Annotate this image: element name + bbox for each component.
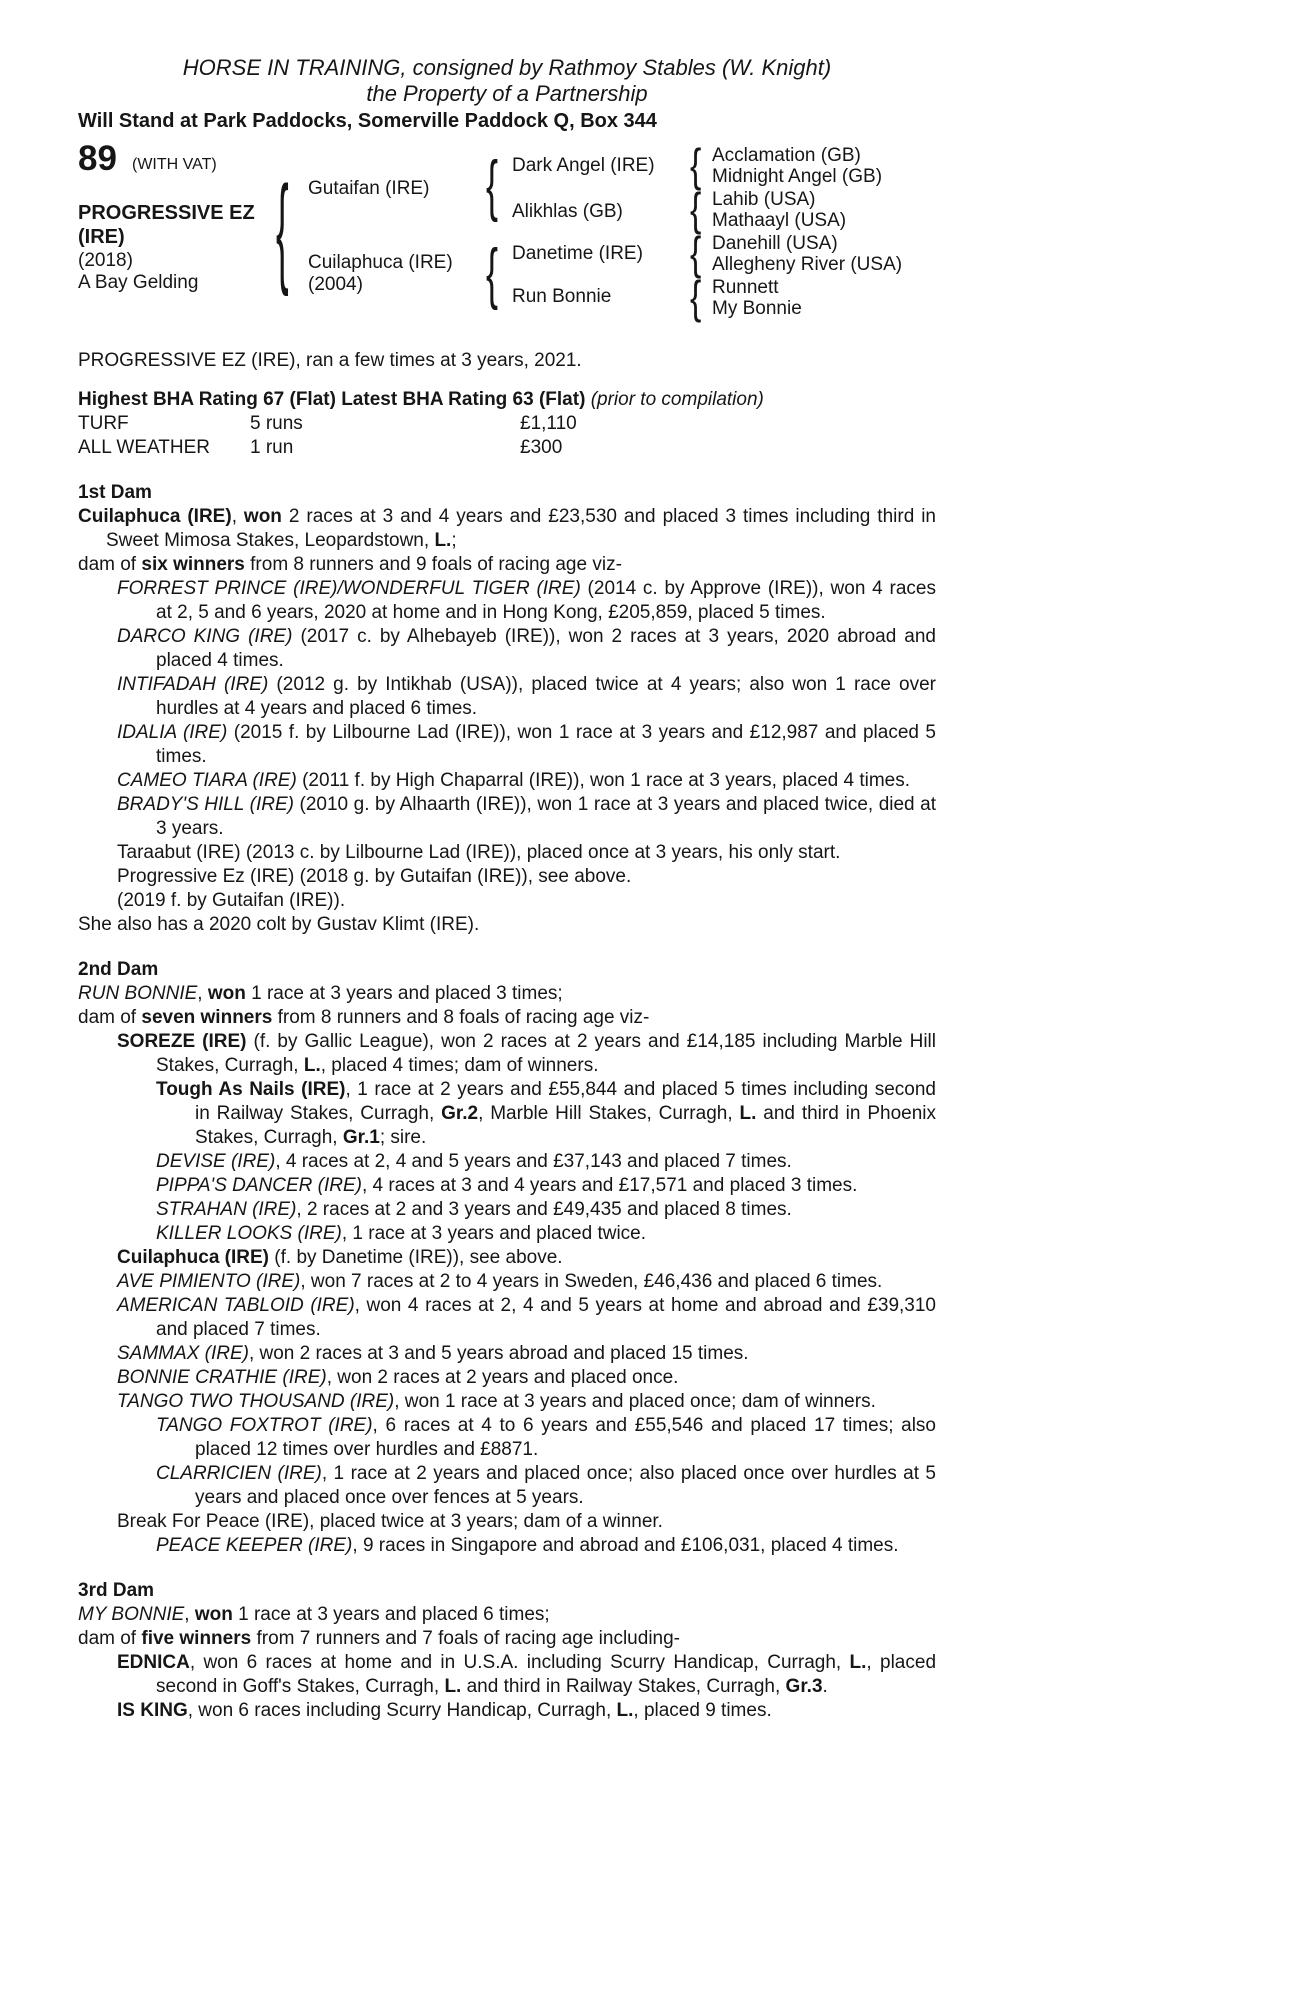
pedigree-brace-main: { [276,163,289,299]
race-record-row [78,436,936,460]
section-heading-1st-dam: 1st Dam [78,482,152,503]
horse-name: PROGRESSIVE EZ [78,202,255,224]
progeny-entry: STRAHAN (IRE), 2 races at 2 and 3 years and £49,435 and placed 8 times. [156,1199,792,1220]
section-heading-2nd-dam: 2nd Dam [78,959,159,980]
race-record-cell: 5 runs [250,413,303,434]
progeny-entry: Tough As Nails (IRE), 1 race at 2 years and £55,844 and placed 5 times including second in Railway Stakes, Curragh, Gr.2, Marble Hill Stakes, Curragh, L. and third in Phoenix Stakes, Curragh, Gr.1; sire. [156,1079,937,1148]
great-grandsire-name: Runnett [712,277,779,298]
progeny-entry: DEVISE (IRE), 4 races at 2, 4 and 5 years and £37,143 and placed 7 times. [156,1151,792,1172]
progeny-entry: SAMMAX (IRE), won 2 races at 3 and 5 years abroad and placed 15 times. [117,1343,749,1364]
second-dam-produce-line: dam of seven winners from 8 runners and 8 foals of racing age viz- [78,1007,650,1028]
pedigree-brace-ggp-4: { [690,272,702,324]
section-heading-3rd-dam: 3rd Dam [78,1580,155,1601]
vat-note: (WITH VAT) [132,156,217,173]
progeny-entry: AMERICAN TABLOID (IRE), won 4 races at 2, 4 and 5 years at home and abroad and £39,310 and placed 7 times. [117,1295,937,1340]
progeny-entry: Cuilaphuca (IRE) (f. by Danetime (IRE)), see above. [117,1247,563,1268]
progeny-entry: FORREST PRINCE (IRE)/WONDERFUL TIGER (IRE) (2014 c. by Approve (IRE)), won 4 races at 2, 5 and 6 years, 2020 at home and in Hong Kong, £205,859, placed 5 times. [117,578,936,623]
first-dam-entry: Cuilaphuca (IRE), won 2 races at 3 and 4 years and £23,530 and placed 3 times including third in Sweet Mimosa Stakes, Leopardstown, L.; [78,506,936,551]
dam-name: Cuilaphuca (IRE) [308,252,453,273]
great-granddam-name: Allegheny River (USA) [712,254,903,275]
great-grandsire-name: Lahib (USA) [712,189,816,210]
bha-rating-line: Highest BHA Rating 67 (Flat) Latest BHA Rating 63 (Flat) (prior to compilation) [78,389,764,410]
stand-location-line: Will Stand at Park Paddocks, Somerville Paddock Q, Box 344 [78,110,657,132]
progeny-entry: KILLER LOOKS (IRE), 1 race at 3 years and placed twice. [156,1223,647,1244]
sire-sire-name: Dark Angel (IRE) [512,155,655,176]
pedigree-brace-ggp-2: { [690,184,702,236]
great-grandsire-name: Danehill (USA) [712,233,838,254]
progeny-entry: Break For Peace (IRE), placed twice at 3 years; dam of a winner. [117,1511,663,1532]
property-line: the Property of a Partnership [366,81,648,106]
progeny-entry: AVE PIMIENTO (IRE), won 7 races at 2 to 4 years in Sweden, £46,436 and placed 6 times. [117,1271,883,1292]
race-record-cell: ALL WEATHER [78,437,210,458]
progeny-entry: (2019 f. by Gutaifan (IRE)). [117,890,346,911]
progeny-entry: CLARRICIEN (IRE), 1 race at 2 years and placed once; also placed once over hurdles at 5 years and placed once over fences at 5 years. [156,1463,936,1508]
race-record-table [78,412,936,460]
progeny-entry: TANGO FOXTROT (IRE), 6 races at 4 to 6 years and £55,546 and placed 17 times; also placed 12 times over hurdles and £8871. [156,1415,936,1460]
great-granddam-name: Midnight Angel (GB) [712,166,883,187]
dam-sire-name: Danetime (IRE) [512,243,643,264]
progeny-entry: IDALIA (IRE) (2015 f. by Lilbourne Lad (IRE)), won 1 race at 3 years and £12,987 and placed 5 times. [117,722,936,767]
lot-number: 89 [78,139,117,178]
pedigree-brace-sire: { [486,148,499,224]
pedigree-text-body [78,349,936,1723]
second-dam-entry: RUN BONNIE, won 1 race at 3 years and placed 3 times; [78,983,563,1004]
page-content [78,55,936,1723]
race-record-cell: TURF [78,413,129,434]
third-dam-produce-line: dam of five winners from 7 runners and 7 foals of racing age including- [78,1628,681,1649]
great-granddam-name: My Bonnie [712,298,802,319]
consignor-line: HORSE IN TRAINING, consigned by Rathmoy Stables (W. Knight) [182,55,832,80]
progeny-entry: CAMEO TIARA (IRE) (2011 f. by High Chaparral (IRE)), won 1 race at 3 years, placed 4 times. [117,770,911,791]
intro-line: PROGRESSIVE EZ (IRE), ran a few times at 3 years, 2021. [78,350,582,371]
pedigree-brace-ggp-3: { [690,228,702,280]
progeny-entry: SOREZE (IRE) (f. by Gallic League), won 2 races at 2 years and £14,185 including Marble Hill Stakes, Curragh, L., placed 4 times; dam of winners. [117,1031,936,1076]
horse-foaling-year: (2018) [78,250,133,271]
race-record-cell: 1 run [250,437,294,458]
dam-dam-name: Run Bonnie [512,286,612,307]
pedigree-brace-ggp-1: { [690,140,702,192]
race-record-row [78,412,936,436]
progeny-entry: Taraabut (IRE) (2013 c. by Lilbourne Lad (IRE)), placed once at 3 years, his only start. [117,842,841,863]
race-record-cell: £1,110 [520,413,577,434]
dam-note: She also has a 2020 colt by Gustav Klimt (IRE). [78,914,480,935]
progeny-entry: DARCO KING (IRE) (2017 c. by Alhebayeb (IRE)), won 2 races at 3 years, 2020 abroad and placed 4 times. [117,626,936,671]
progeny-entry: Progressive Ez (IRE) (2018 g. by Gutaifan (IRE)), see above. [117,866,632,887]
progeny-entry: IS KING, won 6 races including Scurry Handicap, Curragh, L., placed 9 times. [117,1700,772,1721]
horse-country-suffix: (IRE) [78,226,125,248]
sire-name: Gutaifan (IRE) [308,178,430,199]
pedigree-section [78,139,936,334]
pedigree-brace-dam: { [486,236,499,312]
dam-foaling-year: (2004) [308,274,363,295]
race-record-cell: £300 [520,437,563,458]
progeny-entry: BONNIE CRATHIE (IRE), won 2 races at 2 years and placed once. [117,1367,679,1388]
progeny-entry: PEACE KEEPER (IRE), 9 races in Singapore and abroad and £106,031, placed 4 times. [156,1535,899,1556]
first-dam-produce-line: dam of six winners from 8 runners and 9 foals of racing age viz- [78,554,622,575]
progeny-entry: BRADY'S HILL (IRE) (2010 g. by Alhaarth (IRE)), won 1 race at 3 years and placed twice, died at 3 years. [117,794,937,839]
progeny-entry: EDNICA, won 6 races at home and in U.S.A. including Scurry Handicap, Curragh, L., placed second in Goff's Stakes, Curragh, L. and third in Railway Stakes, Curragh, Gr.3. [117,1652,937,1697]
progeny-entry: PIPPA'S DANCER (IRE), 4 races at 3 and 4 years and £17,571 and placed 3 times. [156,1175,858,1196]
great-granddam-name: Mathaayl (USA) [712,210,847,231]
great-grandsire-name: Acclamation (GB) [712,145,861,166]
horse-description: A Bay Gelding [78,272,199,293]
progeny-entry: TANGO TWO THOUSAND (IRE), won 1 race at 3 years and placed once; dam of winners. [117,1391,876,1412]
sire-dam-name: Alikhlas (GB) [512,201,623,222]
third-dam-entry: MY BONNIE, won 1 race at 3 years and placed 6 times; [78,1604,550,1625]
progeny-entry: INTIFADAH (IRE) (2012 g. by Intikhab (USA)), placed twice at 4 years; also won 1 race over hurdles at 4 years and placed 6 times. [117,674,936,719]
